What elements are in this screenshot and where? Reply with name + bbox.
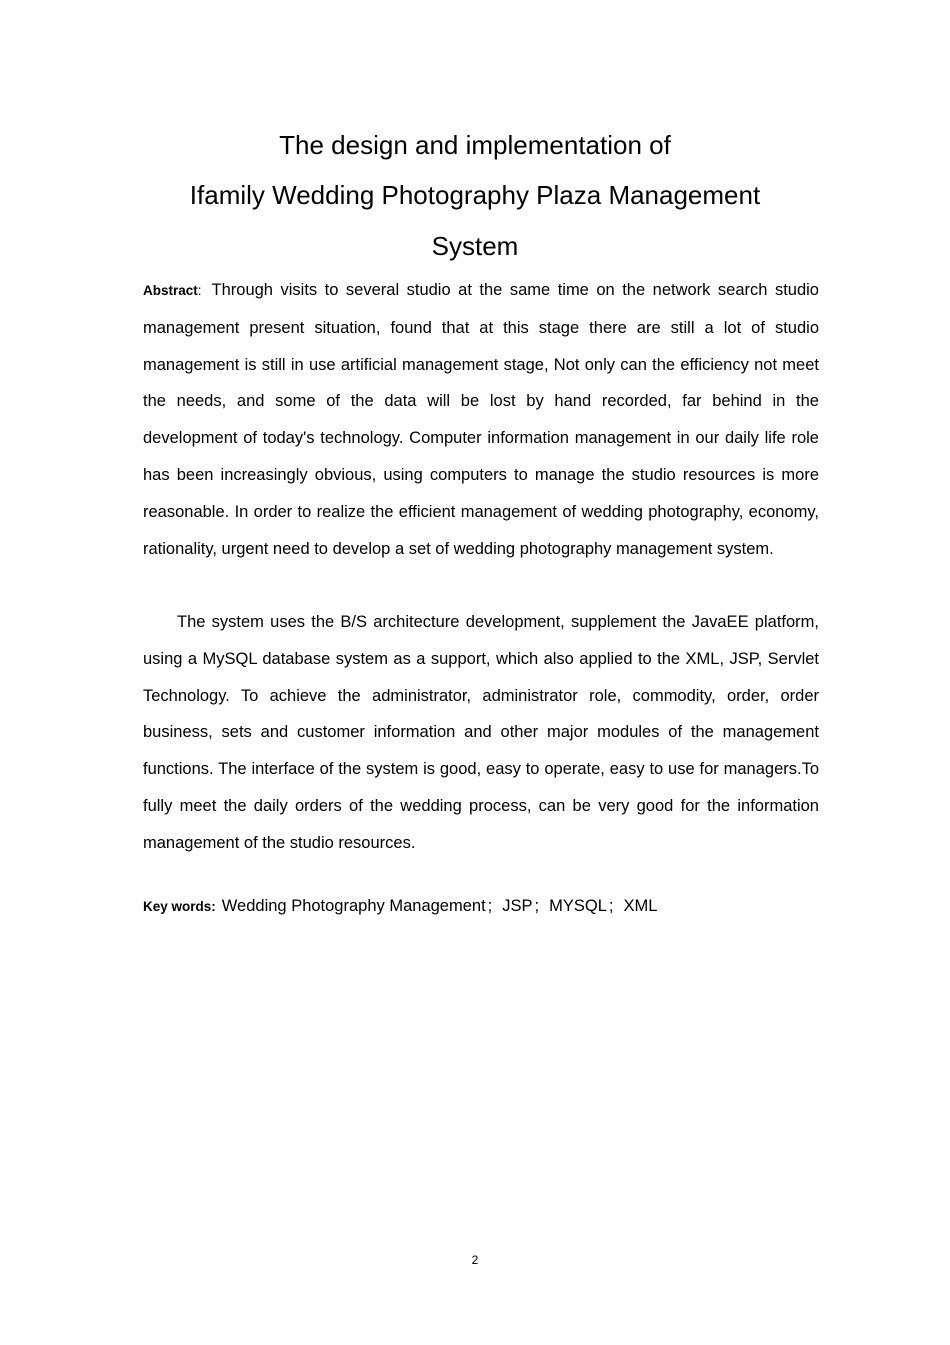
keyword-item: XML (623, 897, 658, 915)
title-line-2: Ifamily Wedding Photography Plaza Management (189, 180, 761, 210)
abstract-paragraph-1 (143, 272, 819, 567)
keyword-separator: ; (487, 897, 493, 915)
title-line-3: System (431, 231, 519, 261)
abstract-label: Abstract (143, 283, 198, 298)
page-number: 2 (471, 1253, 479, 1267)
title-line-1: The design and implementation of (279, 130, 671, 160)
abstract-label-separator: : (197, 283, 202, 298)
keyword-item: JSP (502, 897, 533, 915)
keywords-label: Key words: (143, 899, 216, 914)
abstract-text: Through visits to several studio at the same time on the network search studio management present situation, found that at this stage there are still a lot of studio management is still in use artificial management stage, Not only can the efficiency not meet the needs, and some of the data will be lost by hand recorded, far behind in the development of today's technology. Computer information management in our daily life role has been increasingly obvious, using computers to manage the studio resources is more reasonable. In order to realize the efficient management of wedding photography, economy, rationality, urgent need to develop a set of wedding photography management system. (143, 281, 819, 558)
keyword-separator: ; (608, 897, 614, 915)
keywords-line (143, 893, 819, 920)
keyword-separator: ; (534, 897, 540, 915)
abstract-paragraph-2: The system uses the B/S architecture development, supplement the JavaEE platform, using a MySQL database system as a support, which also applied to the XML, JSP, Servlet Technology. To achieve the administrator, administrator role, commodity, order, order business, sets and customer information and other major modules of the management functions. The interface of the system is good, easy to operate, easy to use for managers.To fully meet the daily orders of the wedding process, can be very good for the information management of the studio resources. (143, 613, 819, 852)
keyword-item: Wedding Photography Management (221, 897, 486, 915)
keyword-item: MYSQL (549, 897, 607, 915)
